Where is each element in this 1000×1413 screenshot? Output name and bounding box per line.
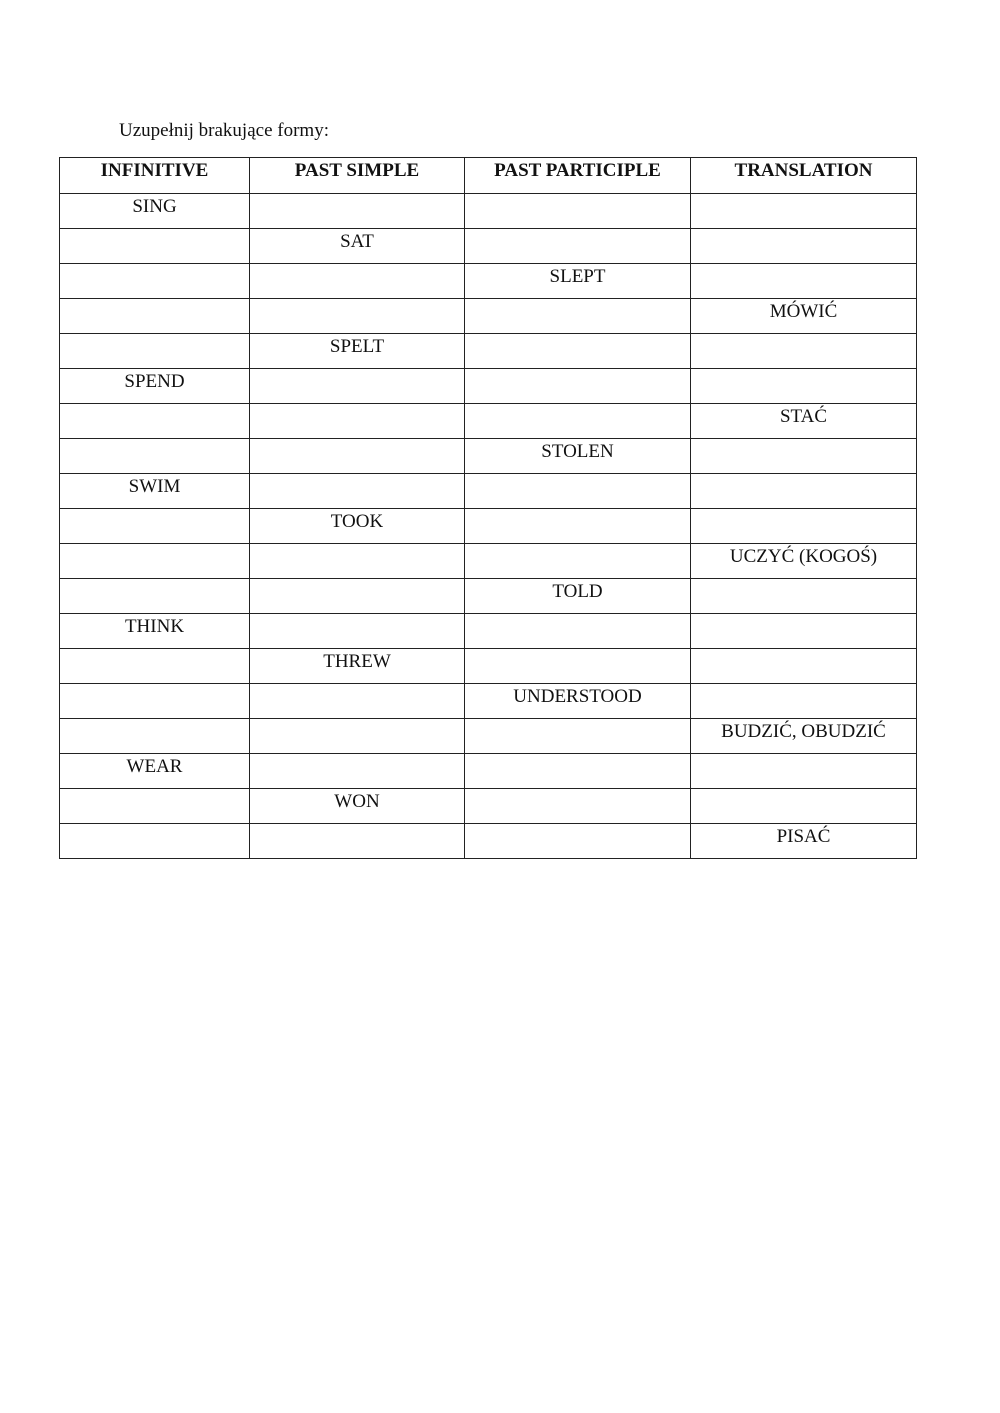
cell-past-participle[interactable] <box>465 474 691 509</box>
header-past-simple: PAST SIMPLE <box>250 158 465 194</box>
table-row <box>60 509 917 544</box>
cell-past-simple[interactable] <box>250 719 465 754</box>
cell-past-simple[interactable] <box>250 404 465 439</box>
cell-infinitive[interactable] <box>60 299 250 334</box>
cell-translation[interactable] <box>691 614 917 649</box>
cell-past-participle[interactable] <box>465 754 691 789</box>
table-row <box>60 334 917 369</box>
cell-translation[interactable]: UCZYĆ (KOGOŚ) <box>691 544 917 579</box>
cell-infinitive[interactable] <box>60 544 250 579</box>
cell-infinitive[interactable] <box>60 264 250 299</box>
cell-translation[interactable] <box>691 754 917 789</box>
cell-past-simple[interactable]: WON <box>250 789 465 824</box>
table-row <box>60 614 917 649</box>
cell-infinitive[interactable] <box>60 509 250 544</box>
table-row <box>60 719 917 754</box>
table-row <box>60 229 917 264</box>
cell-past-simple[interactable] <box>250 684 465 719</box>
cell-past-simple[interactable] <box>250 474 465 509</box>
cell-past-participle[interactable] <box>465 649 691 684</box>
header-translation: TRANSLATION <box>691 158 917 194</box>
cell-past-participle[interactable]: STOLEN <box>465 439 691 474</box>
cell-translation[interactable]: PISAĆ <box>691 824 917 859</box>
table-row <box>60 439 917 474</box>
table-row <box>60 754 917 789</box>
cell-translation[interactable] <box>691 264 917 299</box>
cell-translation[interactable] <box>691 509 917 544</box>
cell-translation[interactable]: STAĆ <box>691 404 917 439</box>
cell-past-participle[interactable] <box>465 509 691 544</box>
cell-past-simple[interactable] <box>250 754 465 789</box>
table-row <box>60 684 917 719</box>
table-row <box>60 824 917 859</box>
cell-past-simple[interactable] <box>250 299 465 334</box>
cell-past-participle[interactable] <box>465 824 691 859</box>
cell-past-participle[interactable] <box>465 544 691 579</box>
cell-past-participle[interactable] <box>465 229 691 264</box>
cell-past-simple[interactable] <box>250 194 465 229</box>
cell-past-simple[interactable] <box>250 824 465 859</box>
cell-infinitive[interactable] <box>60 229 250 264</box>
cell-infinitive[interactable]: SPEND <box>60 369 250 404</box>
cell-infinitive[interactable]: WEAR <box>60 754 250 789</box>
cell-past-simple[interactable]: SAT <box>250 229 465 264</box>
cell-past-participle[interactable] <box>465 299 691 334</box>
header-past-participle: PAST PARTICIPLE <box>465 158 691 194</box>
cell-infinitive[interactable] <box>60 439 250 474</box>
cell-past-simple[interactable] <box>250 264 465 299</box>
cell-infinitive[interactable] <box>60 649 250 684</box>
table-row <box>60 404 917 439</box>
table-row <box>60 369 917 404</box>
cell-translation[interactable] <box>691 684 917 719</box>
cell-past-simple[interactable]: TOOK <box>250 509 465 544</box>
cell-translation[interactable] <box>691 334 917 369</box>
cell-translation[interactable] <box>691 439 917 474</box>
cell-past-participle[interactable] <box>465 789 691 824</box>
instruction-text: Uzupełnij brakujące formy: <box>119 120 329 141</box>
table-row <box>60 264 917 299</box>
cell-infinitive[interactable] <box>60 719 250 754</box>
cell-past-participle[interactable] <box>465 404 691 439</box>
cell-translation[interactable] <box>691 229 917 264</box>
cell-past-participle[interactable]: TOLD <box>465 579 691 614</box>
cell-past-participle[interactable] <box>465 614 691 649</box>
cell-translation[interactable]: MÓWIĆ <box>691 299 917 334</box>
cell-infinitive[interactable]: THINK <box>60 614 250 649</box>
cell-infinitive[interactable]: SING <box>60 194 250 229</box>
table-row <box>60 474 917 509</box>
cell-translation[interactable]: BUDZIĆ, OBUDZIĆ <box>691 719 917 754</box>
table-row <box>60 649 917 684</box>
table-row <box>60 194 917 229</box>
cell-translation[interactable] <box>691 474 917 509</box>
table-row <box>60 579 917 614</box>
cell-past-simple[interactable] <box>250 544 465 579</box>
cell-past-simple[interactable] <box>250 369 465 404</box>
table-row <box>60 299 917 334</box>
cell-past-participle[interactable] <box>465 369 691 404</box>
header-infinitive: INFINITIVE <box>60 158 250 194</box>
cell-past-simple[interactable] <box>250 439 465 474</box>
cell-past-participle[interactable]: SLEPT <box>465 264 691 299</box>
irregular-verbs-table <box>59 157 917 859</box>
header-row <box>60 158 917 194</box>
cell-translation[interactable] <box>691 649 917 684</box>
cell-past-simple[interactable]: SPELT <box>250 334 465 369</box>
table-row <box>60 544 917 579</box>
cell-infinitive[interactable] <box>60 404 250 439</box>
cell-translation[interactable] <box>691 579 917 614</box>
cell-past-participle[interactable] <box>465 194 691 229</box>
cell-past-participle[interactable] <box>465 719 691 754</box>
cell-infinitive[interactable] <box>60 684 250 719</box>
cell-past-participle[interactable] <box>465 334 691 369</box>
table-row <box>60 789 917 824</box>
cell-infinitive[interactable] <box>60 334 250 369</box>
cell-past-simple[interactable]: THREW <box>250 649 465 684</box>
cell-past-participle[interactable]: UNDERSTOOD <box>465 684 691 719</box>
cell-infinitive[interactable] <box>60 579 250 614</box>
cell-translation[interactable] <box>691 789 917 824</box>
cell-infinitive[interactable] <box>60 824 250 859</box>
cell-infinitive[interactable] <box>60 789 250 824</box>
cell-infinitive[interactable]: SWIM <box>60 474 250 509</box>
cell-translation[interactable] <box>691 194 917 229</box>
cell-past-simple[interactable] <box>250 614 465 649</box>
cell-translation[interactable] <box>691 369 917 404</box>
cell-past-simple[interactable] <box>250 579 465 614</box>
